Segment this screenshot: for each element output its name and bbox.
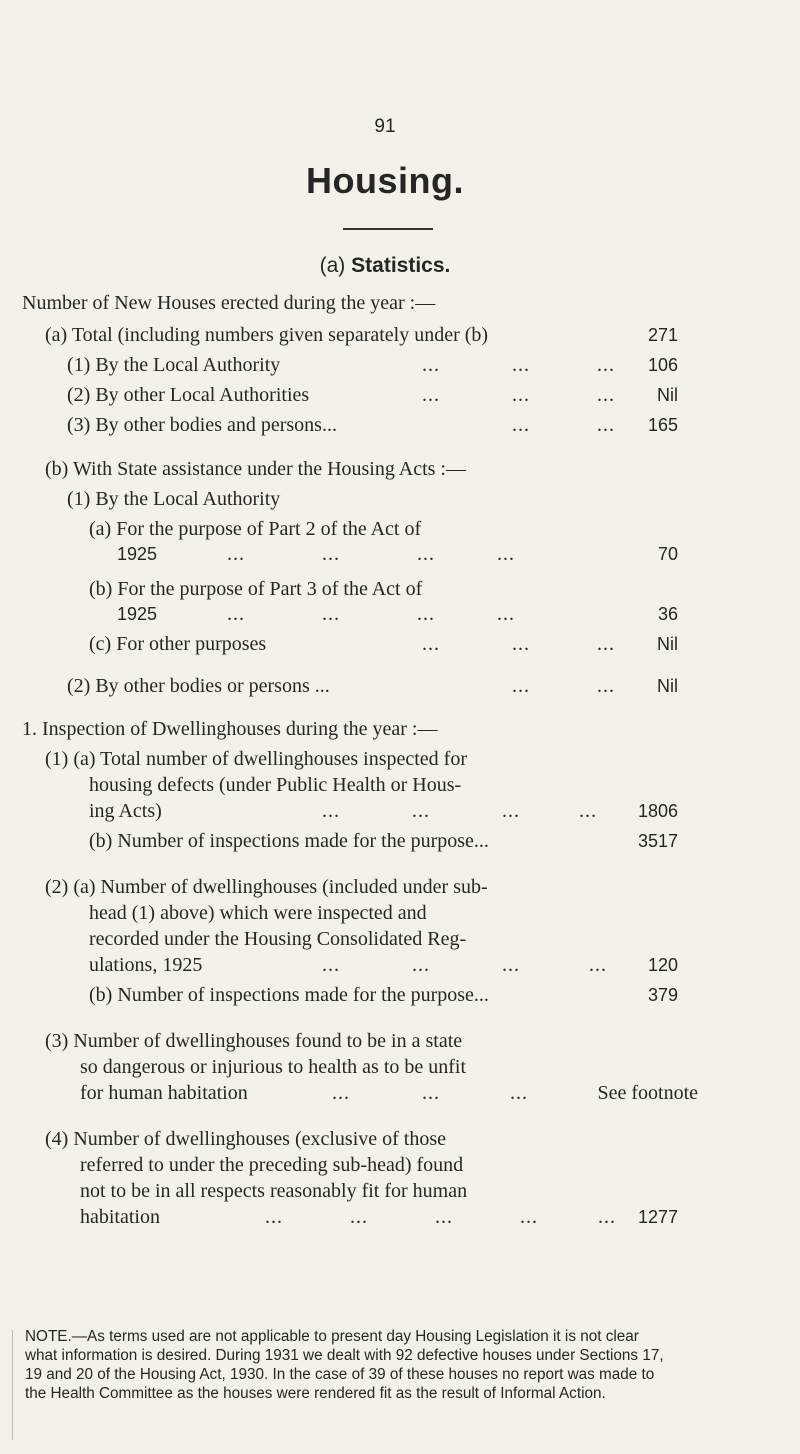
row-value: 1277 (637, 1207, 678, 1227)
section-heading (0, 254, 770, 278)
dot-leader: ... (502, 954, 520, 976)
inspect-4-line2: referred to under the preceding sub-head) found (80, 1154, 464, 1176)
row-value: 271 (647, 325, 678, 345)
row-inspect-2b (89, 982, 678, 1008)
row-value: Nil (657, 634, 678, 654)
row-inspect-4 (80, 1204, 678, 1230)
dot-leader: ... (332, 1082, 350, 1104)
row-part2-line1: (a) For the purpose of Part 2 of the Act of (89, 518, 422, 540)
dot-leader: ... (598, 1206, 616, 1228)
section-prefix: (a) (319, 254, 346, 277)
row-label: (3) By other bodies and persons... (67, 414, 337, 436)
row-label: (a) Total (including numbers given separately under (b) (45, 324, 489, 346)
dot-leader: ... (412, 954, 430, 976)
section-label: Statistics. (351, 254, 451, 277)
dot-leader: ... (589, 954, 607, 976)
row-value: Nil (657, 676, 678, 696)
dot-leader: ... (417, 603, 435, 625)
intro-line: Number of New Houses erected during the year :— (22, 292, 436, 314)
inspect-1a-line1: (1) (a) Total number of dwellinghouses inspected for (45, 748, 468, 770)
local-authority-subheading: (1) By the Local Authority (67, 488, 281, 510)
dot-leader: ... (579, 800, 597, 822)
inspect-4-line3: not to be in all respects reasonably fit for human (80, 1180, 468, 1202)
row-value: See footnote (597, 1082, 698, 1104)
row-label: (2) By other Local Authorities (67, 384, 310, 406)
inspect-2a-line3: recorded under the Housing Consolidated Reg- (89, 928, 467, 950)
dot-leader: ... (497, 543, 515, 565)
row-part3 (117, 601, 678, 627)
dot-leader: ... (512, 354, 530, 376)
dot-leader: ... (512, 675, 530, 697)
row-value: 120 (647, 955, 678, 975)
row-label: (1) By the Local Authority (67, 354, 281, 376)
dot-leader: ... (322, 603, 340, 625)
inspect-2a-line2: head (1) above) which were inspected and (89, 902, 427, 924)
inspection-heading: 1. Inspection of Dwellinghouses during the year :— (22, 718, 438, 740)
inspect-3-line1: (3) Number of dwellinghouses found to be in a state (45, 1030, 463, 1052)
dot-leader: ... (322, 800, 340, 822)
title-underline (343, 228, 433, 230)
row-value: 70 (657, 544, 678, 564)
inspect-2a-line1: (2) (a) Number of dwellinghouses (included under sub- (45, 876, 488, 898)
dot-leader: ... (422, 384, 440, 406)
row-label: ulations, 1925 (89, 954, 203, 976)
footnote: NOTE.—As terms used are not applicable to present day Housing Legislation it is not clear what information is desired. During 1931 we dealt with 92 defective houses under Sections 17, 19 and 20 of the Housing Act, 1930. In the case of 39 of these houses no report was made to the Health Committee as the houses were rendered fit as the result of Informal Action. (25, 1328, 664, 1402)
dot-leader: ... (422, 633, 440, 655)
dot-leader: ... (597, 384, 615, 406)
inspect-3-line2: so dangerous or injurious to health as to be unfit (80, 1056, 467, 1078)
row-other-persons (67, 673, 678, 699)
row-label: (b) Number of inspections made for the purpose... (89, 830, 489, 852)
dot-leader: ... (227, 543, 245, 565)
dot-leader: ... (510, 1082, 528, 1104)
row-value: 3517 (637, 831, 678, 851)
dot-leader: ... (597, 675, 615, 697)
dot-leader: ... (512, 384, 530, 406)
dot-leader: ... (497, 603, 515, 625)
row-label: 1925 (117, 544, 158, 564)
dot-leader: ... (597, 354, 615, 376)
row-value: 1806 (637, 801, 678, 821)
inspect-4-line1: (4) Number of dwellinghouses (exclusive of those (45, 1128, 447, 1150)
row-value: Nil (657, 385, 678, 405)
row-other-authorities (67, 382, 678, 408)
dot-leader: ... (422, 1082, 440, 1104)
dot-leader: ... (417, 543, 435, 565)
dot-leader: ... (597, 633, 615, 655)
dot-leader: ... (227, 603, 245, 625)
row-part2 (117, 541, 678, 567)
dot-leader: ... (322, 954, 340, 976)
dot-leader: ... (512, 633, 530, 655)
row-inspect-3 (80, 1080, 698, 1106)
dot-leader: ... (597, 414, 615, 436)
dot-leader: ... (520, 1206, 538, 1228)
row-other-purposes (89, 631, 678, 657)
row-other-bodies (67, 412, 678, 438)
row-label: (b) Number of inspections made for the purpose... (89, 984, 489, 1006)
row-value: 36 (657, 604, 678, 624)
row-label: (2) By other bodies or persons ... (67, 675, 330, 697)
state-assistance-heading: (b) With State assistance under the Housing Acts :— (45, 458, 466, 480)
inspect-1a-line2: housing defects (under Public Health or Hous- (89, 774, 462, 796)
row-value: 379 (647, 985, 678, 1005)
row-value: 165 (647, 415, 678, 435)
row-inspect-1a (89, 798, 678, 824)
row-inspect-2a (89, 952, 678, 978)
row-local-authority (67, 352, 678, 378)
row-total (45, 322, 678, 348)
row-inspect-1b (89, 828, 678, 854)
dot-leader: ... (512, 414, 530, 436)
dot-leader: ... (422, 354, 440, 376)
dot-leader: ... (435, 1206, 453, 1228)
dot-leader: ... (350, 1206, 368, 1228)
row-label: 1925 (117, 604, 158, 624)
row-label: ing Acts) (89, 800, 162, 822)
dot-leader: ... (265, 1206, 283, 1228)
margin-line (12, 1330, 13, 1440)
dot-leader: ... (502, 800, 520, 822)
row-part3-line1: (b) For the purpose of Part 3 of the Act of (89, 578, 423, 600)
page-number: 91 (374, 116, 396, 137)
row-value: 106 (647, 355, 678, 375)
row-label: habitation (80, 1206, 160, 1228)
dot-leader: ... (322, 543, 340, 565)
dot-leader: ... (412, 800, 430, 822)
row-label: for human habitation (80, 1082, 248, 1104)
page-title: Housing. (306, 160, 464, 201)
row-label: (c) For other purposes (89, 633, 267, 655)
